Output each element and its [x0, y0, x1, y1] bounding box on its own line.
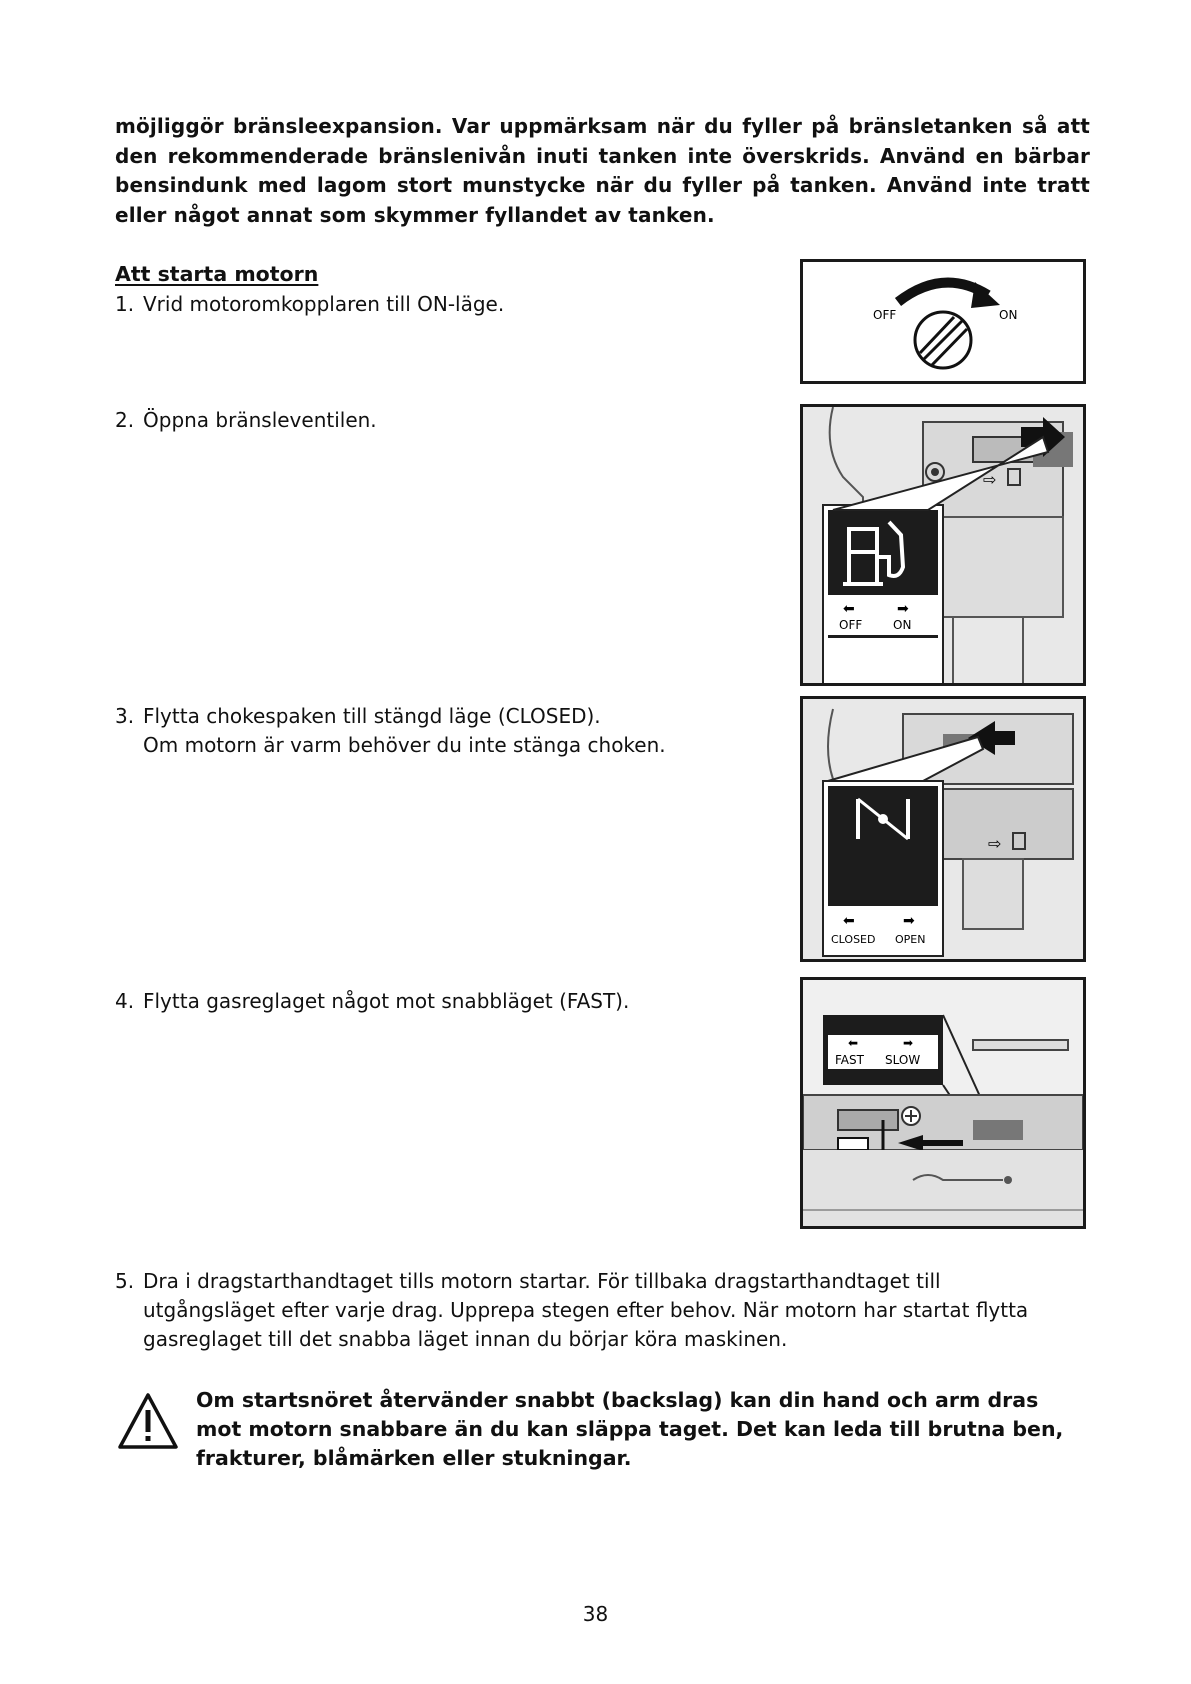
- step-text: Flytta gasreglaget något mot snabbläget (FAST).: [143, 989, 630, 1013]
- throttle-fast-label: FAST: [835, 1053, 864, 1067]
- warning-text: [196, 1386, 1096, 1473]
- step-1: [115, 290, 504, 319]
- fuel-on-label: ON: [893, 618, 912, 632]
- choke-open-label: OPEN: [895, 933, 926, 946]
- choke-closed-label: CLOSED: [831, 933, 876, 946]
- intro-paragraph: möjliggör bränsleexpansion. Var uppmärksam när du fyller på bränsletanken så att den rekommenderade bränslenivån inuti tanken inte överskrids. Använd en bärbar bensindunk med lagom stort munstycke när du fyller på tanken. Använd inte tratt eller något annat som skymmer fyllandet av tanken.: [115, 114, 1090, 227]
- choke-figure: [800, 696, 1086, 962]
- svg-text:➡: ➡: [903, 913, 915, 929]
- warning-line: mot motorn snabbare än du kan släppa taget. Det kan leda till brutna ben,: [196, 1417, 1064, 1441]
- engine-switch-figure: [800, 259, 1086, 384]
- step-text-continued: utgångsläget efter varje drag. Upprepa stegen efter behov. När motorn har startat flytta: [143, 1298, 1029, 1322]
- section-heading: Att starta motorn: [115, 262, 319, 286]
- warning-triangle-icon: [117, 1392, 179, 1450]
- warning-line: frakturer, blåmärken eller stukningar.: [196, 1446, 632, 1470]
- step-4: [115, 987, 629, 1016]
- step-text: Öppna bränsleventilen.: [143, 408, 377, 432]
- svg-text:➡: ➡: [897, 601, 909, 617]
- throttle-slow-label: SLOW: [885, 1053, 921, 1067]
- svg-text:➡: ➡: [903, 1036, 914, 1050]
- step-text: Vrid motoromkopplaren till ON-läge.: [143, 292, 505, 316]
- step-text: Flytta chokespaken till stängd läge (CLOSED).: [143, 704, 601, 728]
- throttle-figure: [800, 977, 1086, 1229]
- fuel-valve-figure: [800, 404, 1086, 686]
- step-5: [115, 1267, 1028, 1354]
- switch-off-label: OFF: [873, 308, 897, 322]
- fuel-off-label: OFF: [839, 618, 863, 632]
- step-number: 3.: [115, 704, 135, 728]
- step-number: 1.: [115, 292, 135, 316]
- step-text: Dra i dragstarthandtaget tills motorn startar. För tillbaka dragstarthandtaget till: [143, 1269, 941, 1293]
- switch-on-label: ON: [999, 308, 1018, 322]
- page-number: 38: [582, 1602, 609, 1626]
- svg-text:⇨: ⇨: [983, 470, 997, 489]
- step-number: 5.: [115, 1269, 135, 1293]
- svg-text:⬅: ⬅: [848, 1036, 859, 1050]
- warning-line: Om startsnöret återvänder snabbt (backslag) kan din hand och arm dras: [196, 1388, 1039, 1412]
- svg-text:⇨: ⇨: [988, 834, 1002, 853]
- svg-text:⬅: ⬅: [843, 913, 855, 929]
- svg-text:⬅: ⬅: [843, 601, 855, 617]
- step-3: [115, 702, 666, 760]
- step-number: 4.: [115, 989, 135, 1013]
- step-text-continued: Om motorn är varm behöver du inte stänga choken.: [143, 733, 666, 757]
- step-text-continued: gasreglaget till det snabba läget innan du börjar köra maskinen.: [143, 1327, 788, 1351]
- step-2: [115, 406, 377, 435]
- step-number: 2.: [115, 408, 135, 432]
